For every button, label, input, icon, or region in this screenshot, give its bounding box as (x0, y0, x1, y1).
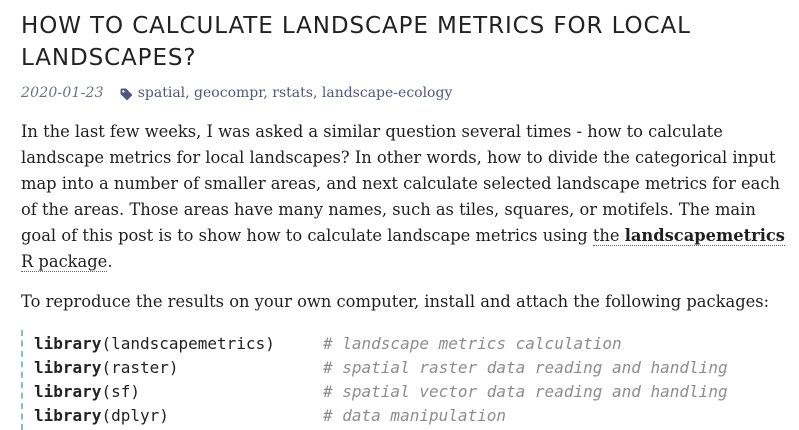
code-function: library (34, 358, 102, 377)
code-function: library (34, 334, 102, 353)
code-line (34, 332, 791, 356)
intro-end: . (107, 252, 113, 271)
tag-link[interactable]: geocompr (194, 85, 264, 101)
instruction-paragraph: To reproduce the results on your own computer, install and attach the following packages: (21, 292, 770, 311)
code-comment: # landscape metrics calculation (323, 334, 622, 353)
post-meta (21, 83, 791, 103)
code-argument: (raster) (101, 358, 179, 377)
code-line (34, 356, 791, 380)
code-argument: (landscapemetrics) (101, 334, 275, 353)
tag-separator: , (312, 85, 322, 101)
code-argument: (dplyr) (101, 406, 169, 425)
tag-list (138, 83, 453, 103)
code-function: library (34, 382, 102, 401)
tag-link[interactable]: landscape-ecology (321, 85, 453, 101)
tag-icon (120, 87, 133, 100)
code-argument: (sf) (101, 382, 140, 401)
link-suffix: R package (21, 252, 108, 271)
link-prefix: the (592, 226, 625, 245)
code-comment: # data manipulation (323, 406, 507, 425)
post-date: 2020-01-23 (21, 85, 104, 101)
tag-separator: , (185, 85, 195, 101)
code-block (21, 330, 791, 430)
code-line (34, 380, 791, 404)
code-comment: # spatial raster data reading and handling (323, 358, 728, 377)
tag-link[interactable]: rstats (272, 85, 313, 101)
intro-paragraph (21, 119, 791, 275)
intro-text: In the last few weeks, I was asked a similar question several times - how to calculate landscape metrics for local landscapes? In other words, how to divide the categorical input map into a number of smaller areas, and next calculate selected landscape metrics for each of the areas. Those areas have many names, such as tiles, squares, or motifels. The main goal of this post is to show how to calculate landscape metrics using (21, 122, 780, 245)
code-comment: # spatial vector data reading and handling (323, 382, 728, 401)
post-body (21, 119, 791, 430)
link-package-name: landscapemetrics (624, 226, 785, 245)
post-title: HOW TO CALCULATE LANDSCAPE METRICS FOR LOCAL LANDSCAPES? (21, 13, 691, 71)
tag-separator: , (263, 85, 273, 101)
tag-link[interactable]: spatial (137, 85, 186, 101)
code-function: library (34, 406, 102, 425)
page (21, 0, 791, 430)
